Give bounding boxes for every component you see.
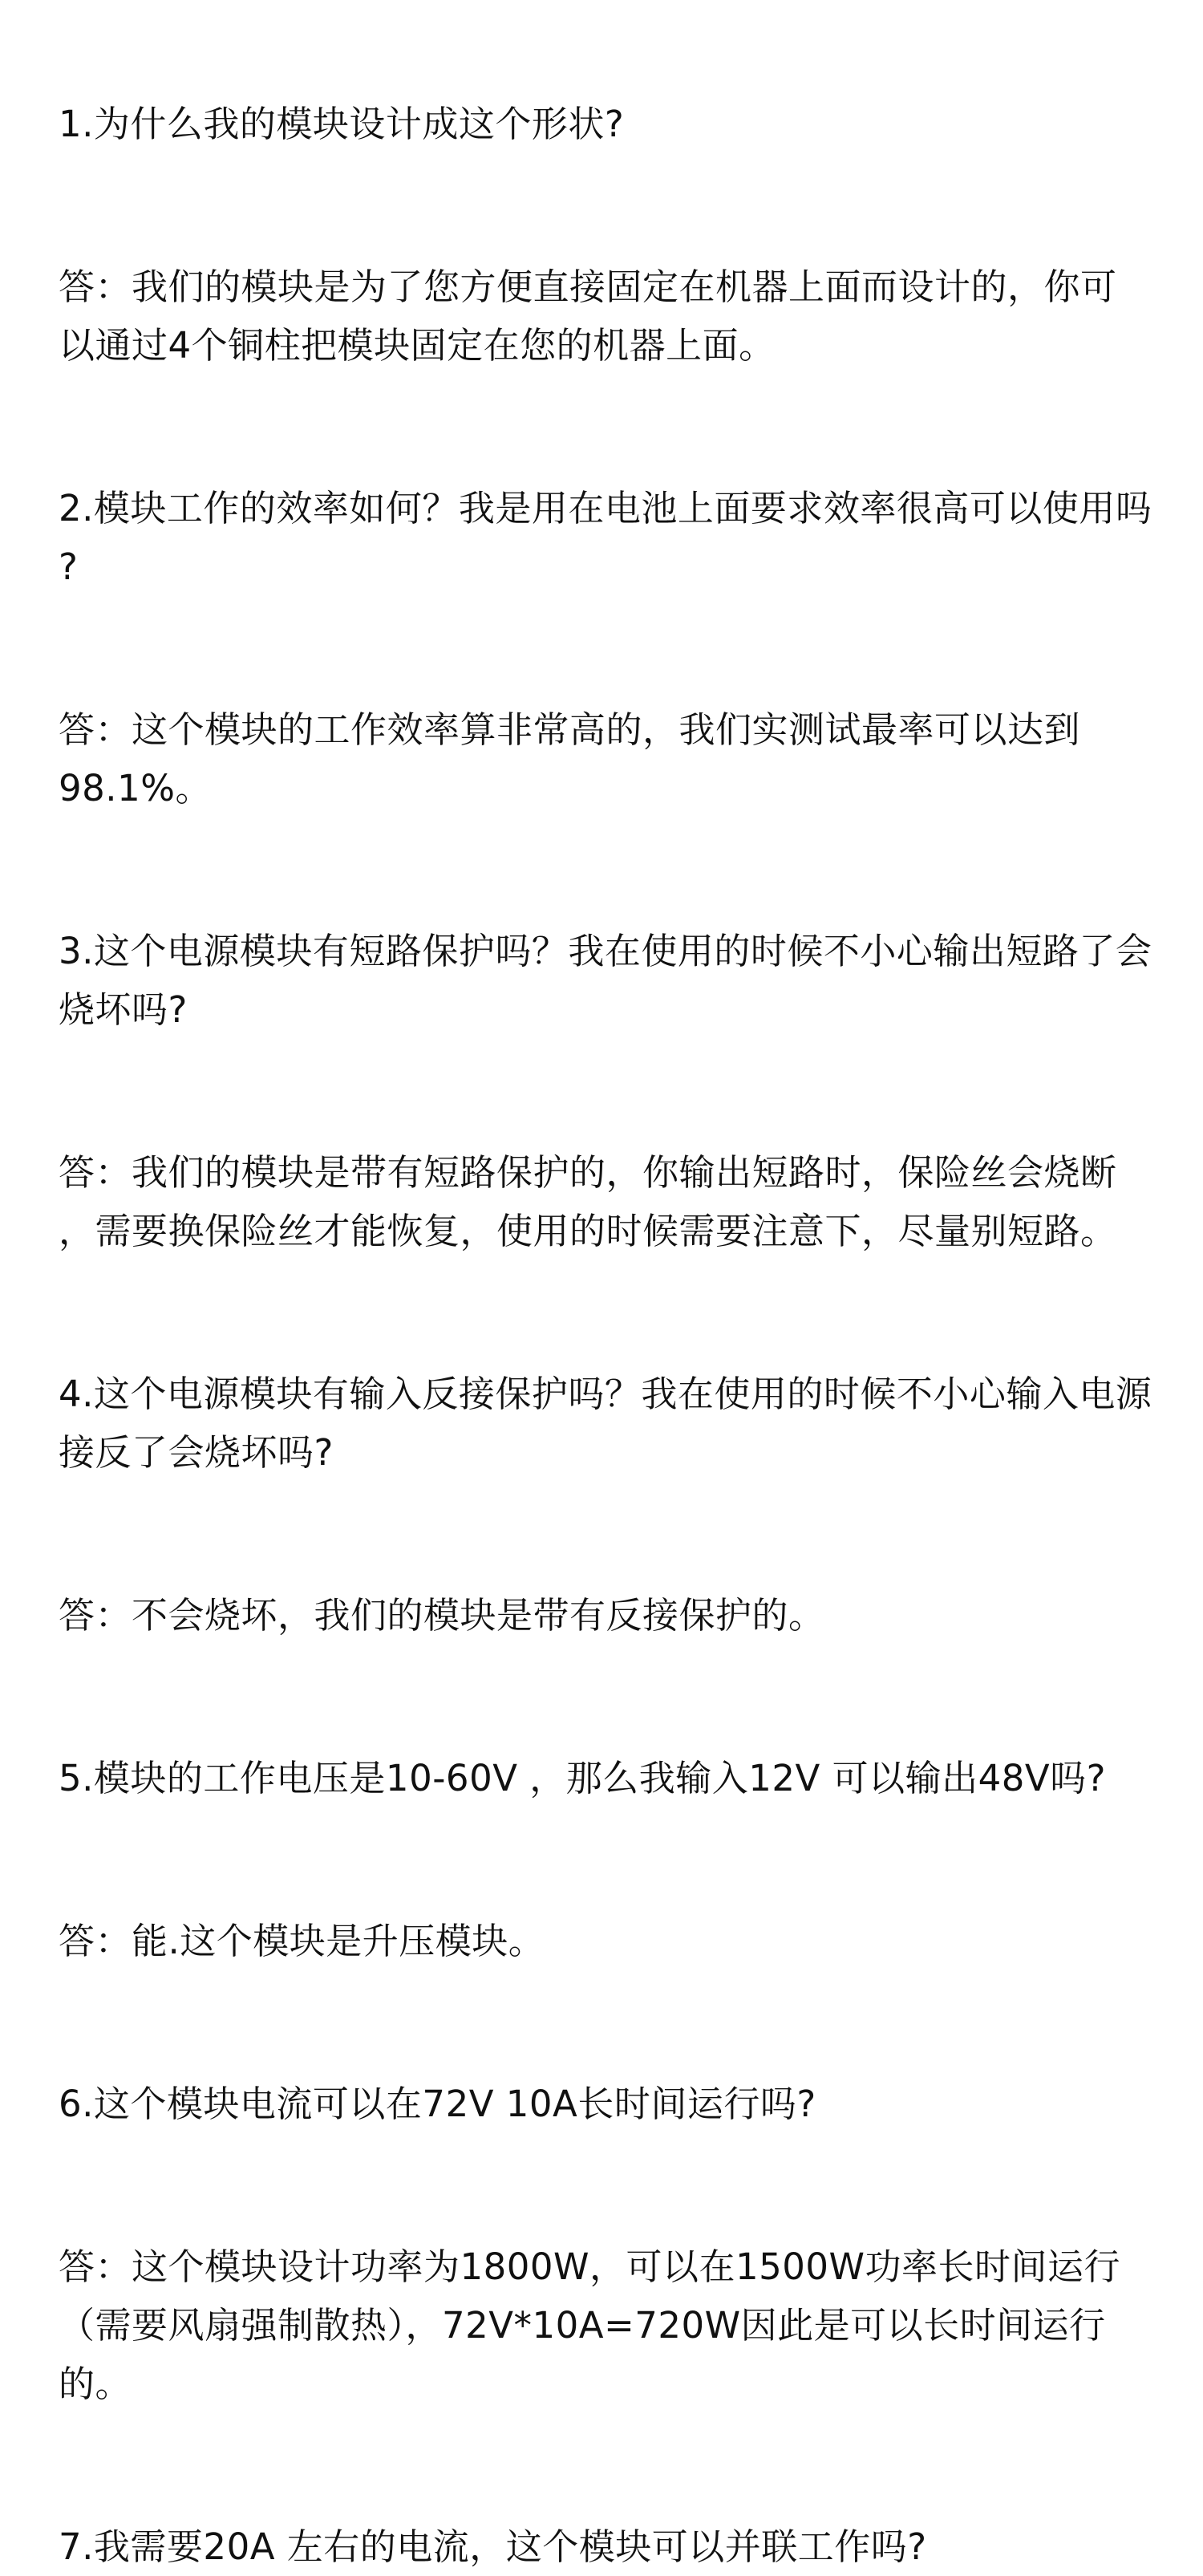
answer-5: 答：能.这个模块是升压模块。 <box>59 1920 545 1962</box>
question-7: 7.我需要20A 左右的电流，这个模块可以并联工作吗? <box>59 2525 927 2568</box>
answer-6: 答：这个模块设计功率为1800W，可以在1500W功率长时间运行 （需要风扇强制散热），72V*10A=720W因此是可以长时间运行的。 <box>59 2245 1121 2405</box>
answer-1: 答：我们的模块是为了您方便直接固定在机器上面而设计的，你可 以通过4个铜柱把模块固定在您的机器上面。 <box>59 266 1117 367</box>
question-4: 4.这个电源模块有输入反接保护吗？我在使用的时候不小心输入电源 接反了会烧坏吗? <box>59 1373 1152 1474</box>
answer-2: 答：这个模块的工作效率算非常高的，我们实测试最率可以达到 98.1%。 <box>59 708 1081 809</box>
answer-3: 答：我们的模块是带有短路保护的，你输出短路时，保险丝会烧断 ，需要换保险丝才能恢复，使用的时候需要注意下，尽量别短路。 <box>59 1151 1117 1252</box>
faq-list <box>59 95 1157 2576</box>
question-2: 2.模块工作的效率如何？我是用在电池上面要求效率很高可以使用吗 ? <box>59 487 1152 588</box>
question-1: 1.为什么我的模块设计成这个形状? <box>59 103 625 145</box>
question-3: 3.这个电源模块有短路保护吗？我在使用的时候不小心输出短路了会 烧坏吗? <box>59 930 1152 1031</box>
question-5: 5.模块的工作电压是10-60V ，那么我输入12V 可以输出48V吗? <box>59 1757 1107 1799</box>
question-6: 6.这个模块电流可以在72V 10A长时间运行吗? <box>59 2083 816 2125</box>
answer-4: 答：不会烧坏，我们的模块是带有反接保护的。 <box>59 1594 825 1637</box>
